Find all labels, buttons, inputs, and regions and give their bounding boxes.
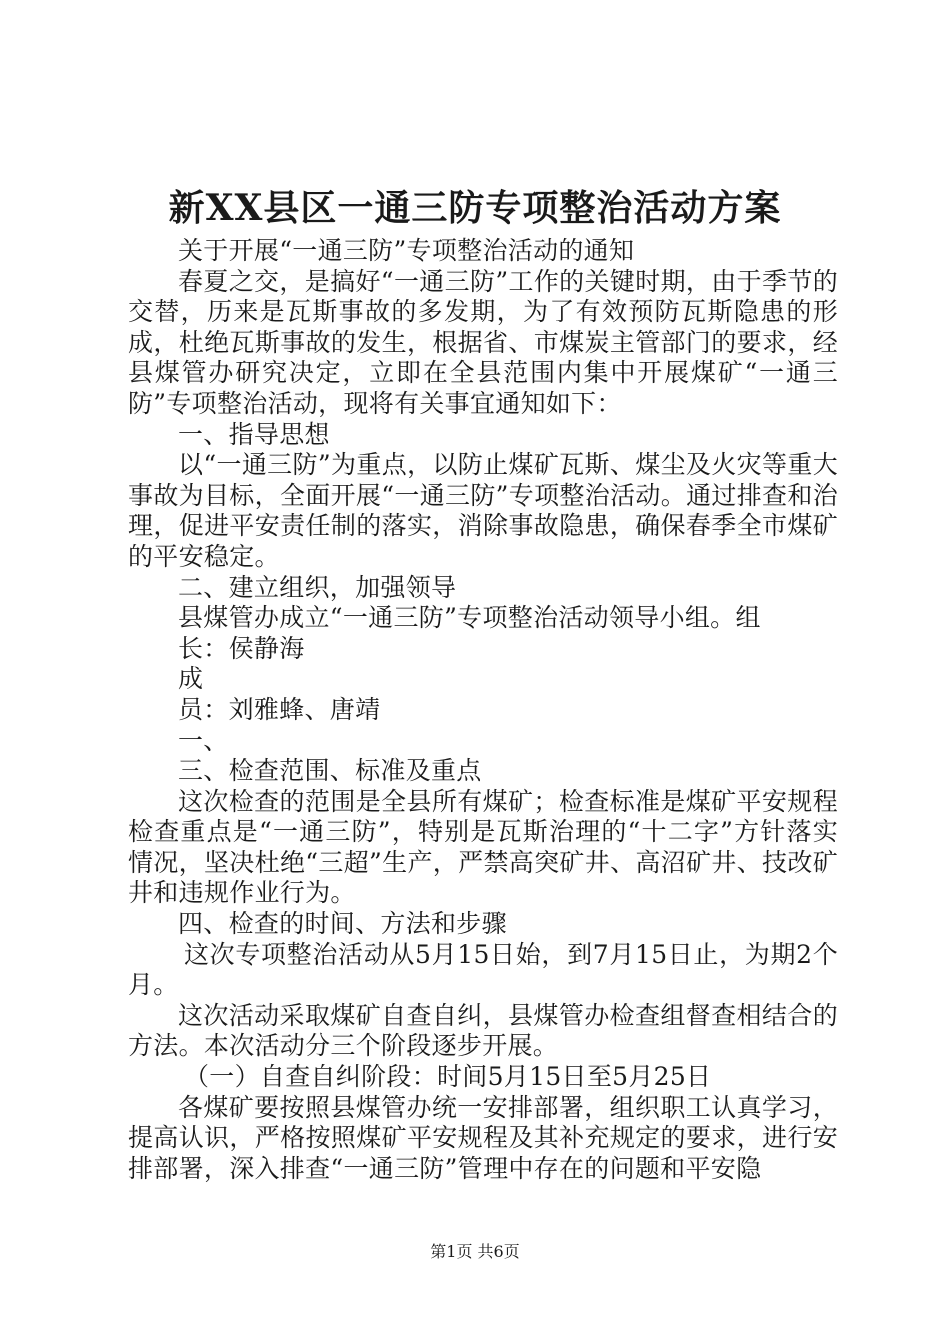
page-indicator: 第1页 共6页: [430, 1242, 520, 1261]
section-heading-organization: 二、建立组织，加强领导: [178, 572, 457, 602]
page-footer: [0, 1240, 950, 1264]
paragraph-scope: 这次检查的范围是全县所有煤矿；检查标准是煤矿平安规程检查重点是“一通三防”，特别是瓦斯治理的“十二字”方针落实情况，坚决杜绝“三超”生产，严禁高突矿井、高沼矿井、技改矿井和违规作业行为。: [128, 786, 838, 908]
section-heading-schedule: 四、检查的时间、方法和步骤: [178, 909, 507, 939]
paragraph-group-leader: 长：侯静海: [178, 633, 305, 663]
paragraph-guiding-thought: 以“一通三防”为重点，以防止煤矿瓦斯、煤尘及火灾等重大事故为目标，全面开展“一通三防”专项整治活动。通过排查和治理，促进平安责任制的落实，消除事故隐患，确保春季全市煤矿的平安稳定。: [128, 450, 838, 571]
paragraph-notice-heading: 关于开展“一通三防”专项整治活动的通知: [178, 236, 635, 265]
paragraph-phase-one: （一）自查自纠阶段：时间5月15日至5月25日: [184, 1062, 712, 1092]
paragraph-method: 这次活动采取煤矿自查自纠，县煤管办检查组督查相结合的方法。本次活动分三个阶段逐步开展。: [128, 1000, 838, 1061]
paragraph-members: 员：刘雅蜂、唐靖: [178, 694, 381, 724]
paragraph-member-label: 成: [178, 664, 204, 694]
document-body: [128, 236, 838, 1184]
paragraph-stray-marker: 一、: [178, 725, 229, 755]
paragraph-phase-one-detail: 各煤矿要按照县煤管办统一安排部署，组织职工认真学习，提高认识，严格按照煤矿平安规程及其补充规定的要求，进行安排部署，深入排查“一通三防”管理中存在的问题和平安隐: [128, 1092, 838, 1183]
paragraph-leadership-group: 县煤管办成立“一通三防”专项整治活动领导小组。组: [178, 603, 761, 633]
page-title: 新XX县区一通三防专项整治活动方案: [168, 187, 782, 229]
paragraph-intro: 春夏之交，是搞好“一通三防”工作的关键时期，由于季节的交替，历来是瓦斯事故的多发期，为了有效预防瓦斯隐患的形成，杜绝瓦斯事故的发生，根据省、市煤炭主管部门的要求，经县煤管办研究决定，立即在全县范围内集中开展煤矿“一通三防”专项整治活动，现将有关事宜通知如下：: [128, 266, 838, 418]
section-heading-scope: 三、检查范围、标准及重点: [178, 756, 482, 786]
section-heading-guiding-thought: 一、指导思想: [178, 419, 330, 449]
paragraph-schedule-dates: 这次专项整治活动从5月15日始，到7月15日止，为期2个月。: [128, 939, 838, 1000]
